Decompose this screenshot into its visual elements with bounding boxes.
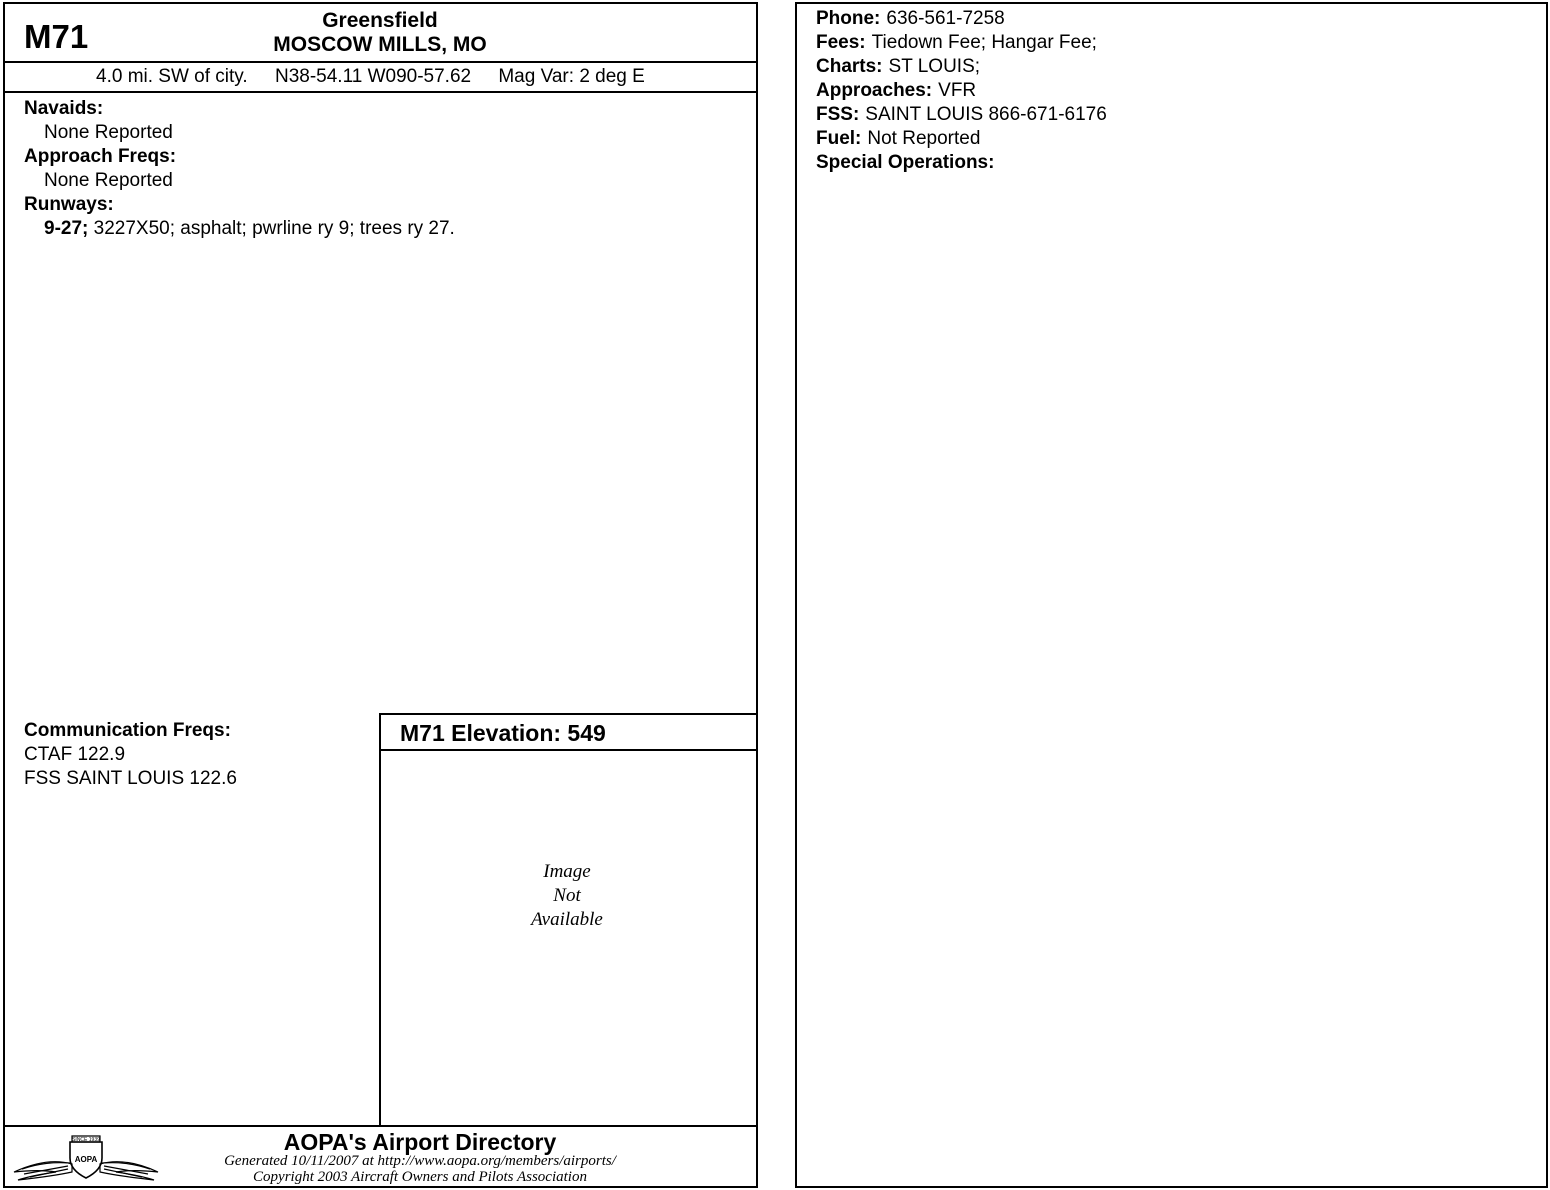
comm-freq-item: FSS SAINT LOUIS 122.6 xyxy=(24,768,237,789)
phone-label: Phone: xyxy=(816,8,881,29)
fees-row xyxy=(816,31,1097,55)
fss-label: FSS: xyxy=(816,104,860,125)
logo-banner-text: SINCE 1939 xyxy=(72,1137,100,1143)
fees-label: Fees: xyxy=(816,32,866,53)
fuel-row xyxy=(816,127,980,151)
airport-city-state: MOSCOW MILLS, MO xyxy=(273,33,487,56)
special-ops-label: Special Operations: xyxy=(816,152,995,173)
navaids-value: None Reported xyxy=(44,122,173,143)
aopa-logo xyxy=(10,1130,162,1182)
copyright-text: Copyright 2003 Aircraft Owners and Pilots Association xyxy=(253,1169,587,1185)
approaches-row xyxy=(816,79,976,103)
charts-value: ST LOUIS; xyxy=(888,56,981,77)
directory-title: AOPA's Airport Directory xyxy=(283,1129,557,1155)
approach-freqs-label: Approach Freqs: xyxy=(24,146,177,167)
coordinates-text: N38-54.11 W090-57.62 xyxy=(274,66,472,87)
charts-row xyxy=(816,55,980,79)
comm-freq-item: CTAF 122.9 xyxy=(24,744,126,765)
phone-row xyxy=(816,7,1005,31)
footer-divider xyxy=(3,1125,758,1127)
phone-value: 636-561-7258 xyxy=(886,8,1005,29)
fss-value: SAINT LOUIS 866-671-6176 xyxy=(865,104,1107,125)
fuel-label: Fuel: xyxy=(816,128,862,149)
airport-ident: M71 xyxy=(24,18,89,55)
generated-text: Generated 10/11/2007 at http://www.aopa.org/members/airports/ xyxy=(224,1153,616,1169)
distance-text: 4.0 mi. SW of city. xyxy=(96,66,248,87)
placeholder-line: Available xyxy=(531,909,603,930)
runway-row xyxy=(44,218,455,240)
approaches-value: VFR xyxy=(938,80,977,101)
mag-var-text: Mag Var: 2 deg E xyxy=(498,66,645,87)
fss-row xyxy=(816,103,1107,127)
special-ops-row xyxy=(816,151,1000,175)
runways-label: Runways: xyxy=(24,194,114,215)
comm-freqs-label: Communication Freqs: xyxy=(24,720,231,741)
navaids-label: Navaids: xyxy=(24,98,104,119)
charts-label: Charts: xyxy=(816,56,883,77)
placeholder-line: Image xyxy=(543,861,591,882)
fuel-value: Not Reported xyxy=(867,128,981,149)
right-card xyxy=(795,2,1548,1188)
header-divider-1 xyxy=(3,61,758,63)
runway-id: 9-27; xyxy=(44,218,89,239)
placeholder-line: Not xyxy=(553,885,581,906)
diagram-left-border xyxy=(379,713,381,1126)
approach-freqs-value: None Reported xyxy=(44,170,173,191)
approaches-label: Approaches: xyxy=(816,80,933,101)
diagram-title-divider xyxy=(379,749,758,751)
airport-name: Greensfield xyxy=(322,9,438,32)
elevation-title: M71 Elevation: 549 xyxy=(400,720,606,746)
header-divider-2 xyxy=(3,91,758,93)
fees-value: Tiedown Fee; Hangar Fee; xyxy=(871,32,1097,53)
location-line xyxy=(96,66,645,88)
diagram-top-border xyxy=(379,713,758,715)
logo-text: AOPA xyxy=(74,1155,98,1164)
image-not-available xyxy=(467,860,667,932)
runway-desc: 3227X50; asphalt; pwrline ry 9; trees ry 27. xyxy=(93,218,455,239)
